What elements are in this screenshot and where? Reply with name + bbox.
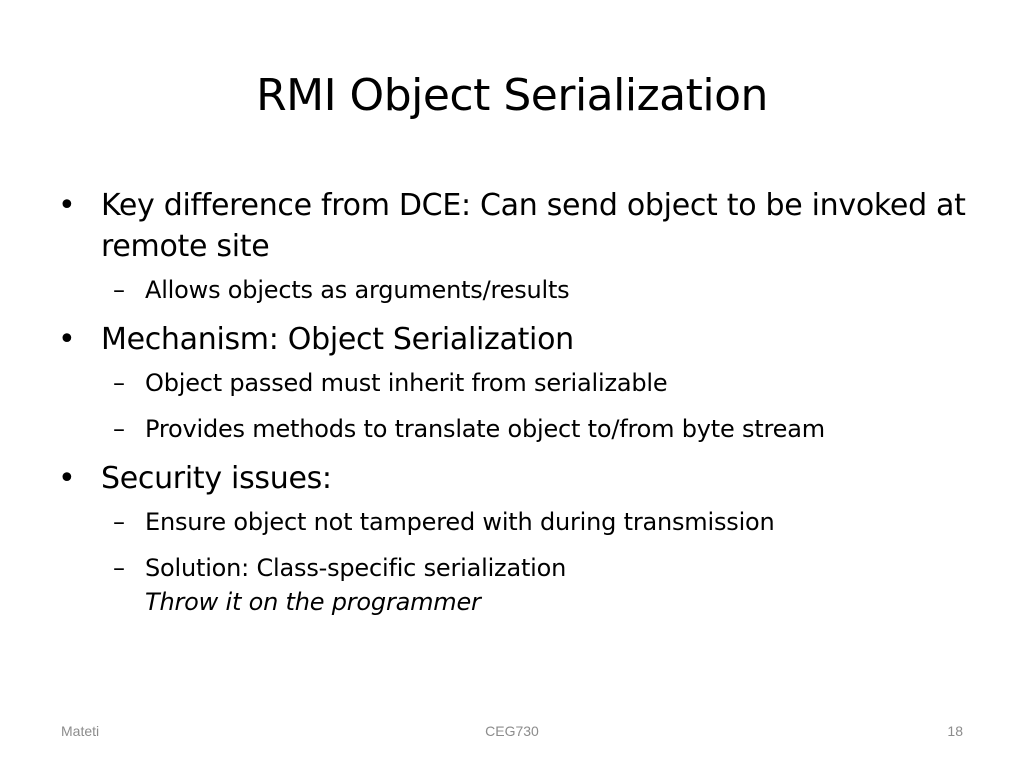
bullet-text: Security issues:	[101, 461, 332, 496]
dash-icon: –	[113, 415, 125, 443]
footer-author: Mateti	[61, 723, 100, 739]
dash-icon: –	[113, 369, 125, 397]
sub-bullet-italic-text: Throw it on the programmer	[145, 588, 481, 616]
dash-icon: –	[113, 276, 125, 304]
bullet-icon: •	[58, 461, 76, 496]
bullet-item	[56, 458, 976, 499]
slide-content	[56, 185, 976, 631]
sub-bullet-text: Solution: Class-specific serialization	[145, 554, 567, 582]
sub-bullet-text: Object passed must inherit from serializable	[145, 369, 668, 397]
dash-icon: –	[113, 508, 125, 536]
bullet-text: Mechanism: Object Serialization	[101, 322, 574, 357]
bullet-icon: •	[58, 188, 76, 223]
footer-slide-number: 18	[947, 723, 963, 739]
bullet-item	[56, 319, 976, 360]
sub-bullet-text: Ensure object not tampered with during transmission	[145, 508, 775, 536]
sub-bullet-item	[56, 551, 976, 619]
bullet-text: Key difference from DCE: Can send object to be invoked at remote site	[101, 188, 966, 264]
sub-bullet-item	[56, 273, 976, 307]
bullet-icon: •	[58, 322, 76, 357]
sub-bullet-text: Provides methods to translate object to/from byte stream	[145, 415, 825, 443]
sub-bullet-text: Allows objects as arguments/results	[145, 276, 570, 304]
footer-course: CEG730	[485, 723, 539, 739]
dash-icon: –	[113, 554, 125, 582]
sub-bullet-item	[56, 505, 976, 539]
sub-bullet-item	[56, 366, 976, 400]
slide-title: RMI Object Serialization	[256, 70, 768, 121]
sub-bullet-item	[56, 412, 976, 446]
bullet-item	[56, 185, 976, 267]
